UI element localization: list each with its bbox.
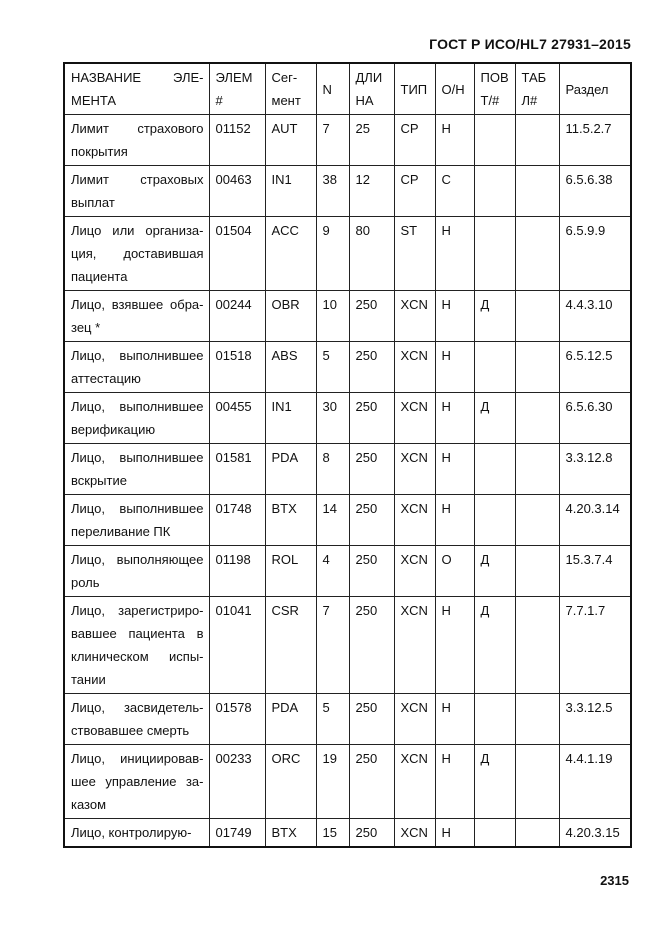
column-header: ТАБ Л#: [515, 63, 559, 115]
optionality-cell: Н: [435, 694, 474, 745]
segment-cell: BTX: [265, 495, 316, 546]
element-number-cell: 01198: [209, 546, 265, 597]
table-row: [64, 444, 631, 495]
sequence-number-cell: 15: [316, 819, 349, 848]
length-cell: 250: [349, 694, 394, 745]
section-cell: 6.5.6.30: [559, 393, 631, 444]
table-row: [64, 115, 631, 166]
table-row: [64, 597, 631, 694]
segment-cell: ABS: [265, 342, 316, 393]
element-number-cell: 00233: [209, 745, 265, 819]
element-name-cell: Лицо, выполняющее роль: [64, 546, 209, 597]
sequence-number-cell: 9: [316, 217, 349, 291]
length-cell: 250: [349, 291, 394, 342]
repeatable-cell: Д: [474, 291, 515, 342]
section-cell: 6.5.6.38: [559, 166, 631, 217]
data-type-cell: XCN: [394, 694, 435, 745]
table-row: [64, 393, 631, 444]
repeatable-cell: [474, 694, 515, 745]
column-header: ПОВ Т/#: [474, 63, 515, 115]
length-cell: 250: [349, 495, 394, 546]
element-name-cell: Лицо, выполнившее верификацию: [64, 393, 209, 444]
segment-cell: IN1: [265, 393, 316, 444]
sequence-number-cell: 4: [316, 546, 349, 597]
column-header: N: [316, 63, 349, 115]
data-type-cell: XCN: [394, 444, 435, 495]
section-cell: 4.20.3.15: [559, 819, 631, 848]
sequence-number-cell: 8: [316, 444, 349, 495]
repeatable-cell: [474, 166, 515, 217]
element-name-cell: Лицо, взявшее обра-зец *: [64, 291, 209, 342]
optionality-cell: Н: [435, 819, 474, 848]
segment-cell: ROL: [265, 546, 316, 597]
optionality-cell: Н: [435, 291, 474, 342]
repeatable-cell: [474, 217, 515, 291]
table-row: [64, 546, 631, 597]
data-type-cell: XCN: [394, 291, 435, 342]
element-name-cell: Лицо, инициировав-шее управление за-казом: [64, 745, 209, 819]
table-number-cell: [515, 745, 559, 819]
sequence-number-cell: 19: [316, 745, 349, 819]
table-number-cell: [515, 217, 559, 291]
segment-cell: OBR: [265, 291, 316, 342]
table-number-cell: [515, 291, 559, 342]
segment-cell: AUT: [265, 115, 316, 166]
optionality-cell: Н: [435, 745, 474, 819]
repeatable-cell: [474, 444, 515, 495]
table-number-cell: [515, 597, 559, 694]
length-cell: 25: [349, 115, 394, 166]
element-name-cell: Лицо или организа-ция, доставившая пациента: [64, 217, 209, 291]
length-cell: 250: [349, 342, 394, 393]
section-cell: 6.5.9.9: [559, 217, 631, 291]
table-number-cell: [515, 166, 559, 217]
table-header-row: [64, 63, 631, 115]
segment-cell: PDA: [265, 694, 316, 745]
column-header: ЭЛЕМ #: [209, 63, 265, 115]
column-header: НАЗВАНИЕ ЭЛЕ-МЕНТА: [64, 63, 209, 115]
segment-cell: ACC: [265, 217, 316, 291]
column-header: Сег-мент: [265, 63, 316, 115]
table-row: [64, 291, 631, 342]
section-cell: 3.3.12.8: [559, 444, 631, 495]
table-row: [64, 217, 631, 291]
table-row: [64, 342, 631, 393]
segment-cell: BTX: [265, 819, 316, 848]
sequence-number-cell: 10: [316, 291, 349, 342]
optionality-cell: О: [435, 546, 474, 597]
data-type-cell: XCN: [394, 745, 435, 819]
element-number-cell: 01749: [209, 819, 265, 848]
segment-cell: ORC: [265, 745, 316, 819]
length-cell: 250: [349, 819, 394, 848]
optionality-cell: Н: [435, 217, 474, 291]
repeatable-cell: [474, 342, 515, 393]
table-number-cell: [515, 694, 559, 745]
section-cell: 6.5.12.5: [559, 342, 631, 393]
data-type-cell: XCN: [394, 495, 435, 546]
page-number: 2315: [600, 873, 629, 888]
table-row: [64, 694, 631, 745]
sequence-number-cell: 5: [316, 694, 349, 745]
table-number-cell: [515, 115, 559, 166]
sequence-number-cell: 7: [316, 115, 349, 166]
repeatable-cell: Д: [474, 745, 515, 819]
repeatable-cell: Д: [474, 393, 515, 444]
optionality-cell: Н: [435, 393, 474, 444]
length-cell: 250: [349, 597, 394, 694]
optionality-cell: Н: [435, 495, 474, 546]
element-number-cell: 01041: [209, 597, 265, 694]
column-header: О/Н: [435, 63, 474, 115]
segment-cell: PDA: [265, 444, 316, 495]
element-name-cell: Лицо, выполнившее переливание ПК: [64, 495, 209, 546]
optionality-cell: Н: [435, 444, 474, 495]
table-number-cell: [515, 495, 559, 546]
table-row: [64, 166, 631, 217]
data-type-cell: CP: [394, 166, 435, 217]
repeatable-cell: Д: [474, 546, 515, 597]
length-cell: 250: [349, 745, 394, 819]
sequence-number-cell: 14: [316, 495, 349, 546]
column-header: ДЛИ НА: [349, 63, 394, 115]
length-cell: 250: [349, 444, 394, 495]
data-type-cell: XCN: [394, 597, 435, 694]
section-cell: 7.7.1.7: [559, 597, 631, 694]
sequence-number-cell: 30: [316, 393, 349, 444]
table-row: [64, 745, 631, 819]
table-number-cell: [515, 342, 559, 393]
section-cell: 4.4.1.19: [559, 745, 631, 819]
data-elements-table: [63, 62, 632, 848]
table-number-cell: [515, 444, 559, 495]
element-number-cell: 01578: [209, 694, 265, 745]
element-number-cell: 01748: [209, 495, 265, 546]
sequence-number-cell: 5: [316, 342, 349, 393]
element-name-cell: Лицо, выполнившее вскрытие: [64, 444, 209, 495]
data-type-cell: XCN: [394, 342, 435, 393]
document-code: ГОСТ Р ИСО/HL7 27931–2015: [429, 36, 631, 52]
repeatable-cell: [474, 495, 515, 546]
optionality-cell: Н: [435, 115, 474, 166]
element-name-cell: Лицо, выполнившее аттестацию: [64, 342, 209, 393]
element-number-cell: 01581: [209, 444, 265, 495]
element-number-cell: 01152: [209, 115, 265, 166]
data-type-cell: XCN: [394, 393, 435, 444]
element-number-cell: 01504: [209, 217, 265, 291]
section-cell: 15.3.7.4: [559, 546, 631, 597]
element-number-cell: 00244: [209, 291, 265, 342]
section-cell: 3.3.12.5: [559, 694, 631, 745]
data-type-cell: XCN: [394, 819, 435, 848]
element-name-cell: Лимит страхового покрытия: [64, 115, 209, 166]
length-cell: 12: [349, 166, 394, 217]
segment-cell: IN1: [265, 166, 316, 217]
column-header: Раздел: [559, 63, 631, 115]
element-number-cell: 00463: [209, 166, 265, 217]
repeatable-cell: [474, 115, 515, 166]
element-name-cell: Лицо, засвидетель-ствовавшее смерть: [64, 694, 209, 745]
section-cell: 4.20.3.14: [559, 495, 631, 546]
length-cell: 80: [349, 217, 394, 291]
table-body: [64, 115, 631, 848]
sequence-number-cell: 7: [316, 597, 349, 694]
element-name-cell: Лицо, контролирую-: [64, 819, 209, 848]
table-number-cell: [515, 393, 559, 444]
element-name-cell: Лимит страховых выплат: [64, 166, 209, 217]
section-cell: 11.5.2.7: [559, 115, 631, 166]
element-number-cell: 00455: [209, 393, 265, 444]
data-type-cell: XCN: [394, 546, 435, 597]
sequence-number-cell: 38: [316, 166, 349, 217]
table-number-cell: [515, 819, 559, 848]
data-type-cell: CP: [394, 115, 435, 166]
section-cell: 4.4.3.10: [559, 291, 631, 342]
table-number-cell: [515, 546, 559, 597]
table-row: [64, 819, 631, 848]
repeatable-cell: Д: [474, 597, 515, 694]
repeatable-cell: [474, 819, 515, 848]
element-number-cell: 01518: [209, 342, 265, 393]
data-type-cell: ST: [394, 217, 435, 291]
optionality-cell: Н: [435, 342, 474, 393]
length-cell: 250: [349, 546, 394, 597]
column-header: ТИП: [394, 63, 435, 115]
optionality-cell: С: [435, 166, 474, 217]
element-name-cell: Лицо, зарегистриро-вавшее пациента в клиническом испы-тании: [64, 597, 209, 694]
table-row: [64, 495, 631, 546]
segment-cell: CSR: [265, 597, 316, 694]
length-cell: 250: [349, 393, 394, 444]
optionality-cell: Н: [435, 597, 474, 694]
